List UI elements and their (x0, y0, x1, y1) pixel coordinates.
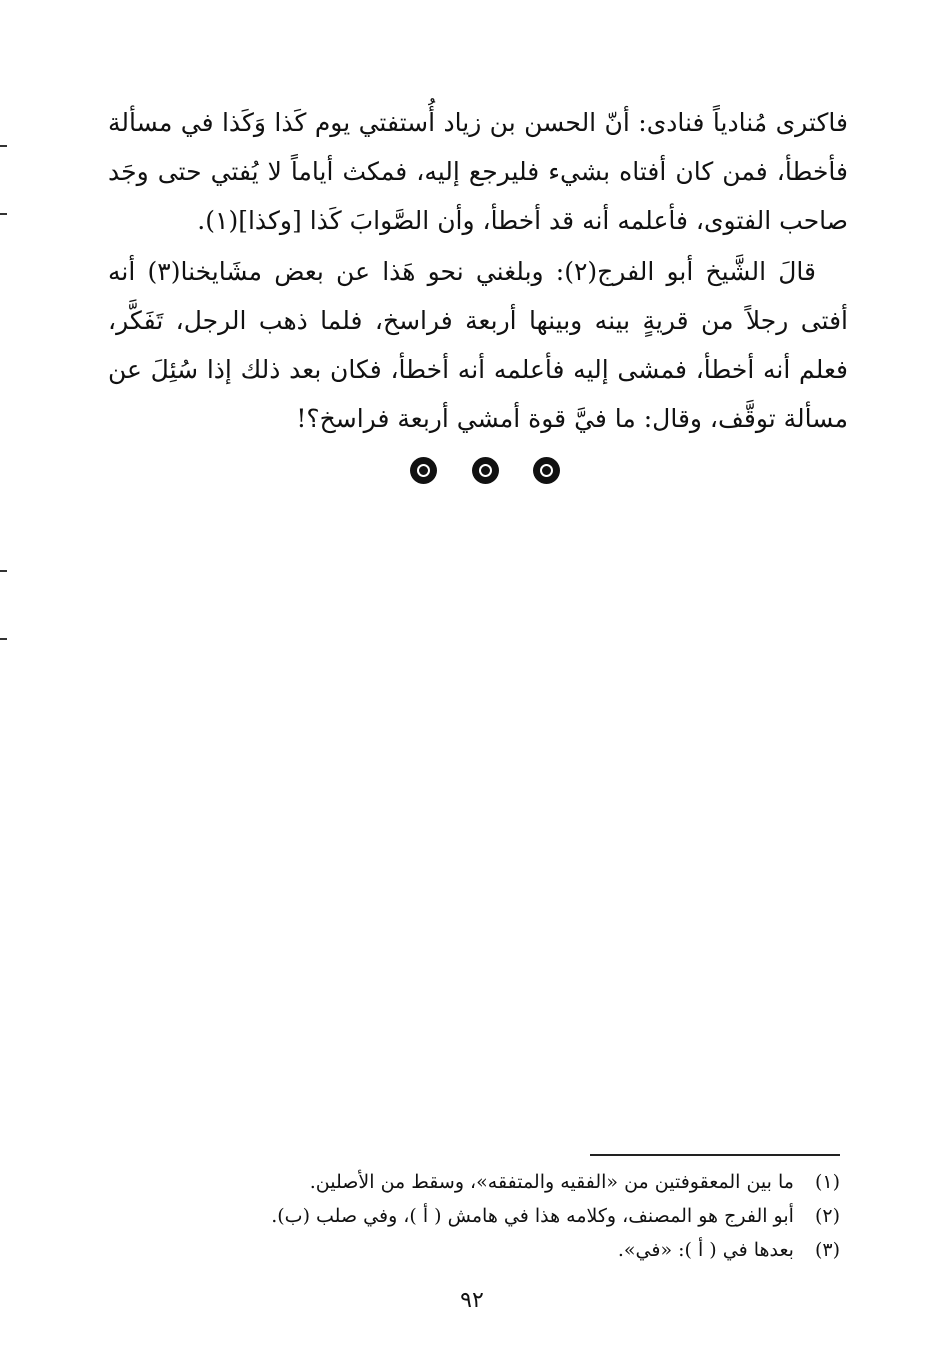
rosette-ornament-icon (472, 457, 499, 484)
margin-mark (0, 213, 7, 215)
footnotes (200, 1165, 840, 1267)
footnote-text: أبو الفرج هو المصنف، وكلامه هذا في هامش ( أ )، وفي صلب (ب). (271, 1205, 794, 1227)
footnote-text: ما بين المعقوفتين من «الفقيه والمتفقه»، وسقط من الأصلين. (309, 1171, 794, 1193)
paragraph: قالَ الشَّيخ أبو الفرج(٢): وبلغني نحو هَذا عن بعض مشَايخنا(٣) أنه أفتى رجلاً من قريةٍ بينه وبينها أربعة فراسخ، فلما ذهب الرجل، تَفَكَّر، فعلم أنه أخطأ، فمشى إليه فأعلمه أنه أخطأ، فكان بعد ذلك إذا سُئِلَ عن مسألة توقَّف، وقال: ما فيَّ قوة أمشي أربعة فراسخ؟! (108, 257, 848, 433)
section-divider (410, 457, 560, 487)
margin-mark (0, 570, 7, 572)
rosette-ornament-icon (533, 457, 560, 484)
footnote-number: (٢) (814, 1205, 840, 1227)
footnote (200, 1233, 840, 1267)
footnote (200, 1199, 840, 1233)
paragraph: فاكترى مُنادياً فنادى: أنّ الحسن بن زياد أُستفتي يوم كَذا وَكَذا في مسألة فأخطأ، فمن كان أفتاه بشيء فليرجع إليه، فمكث أياماً لا يُفتي حتى وجَد صاحب الفتوى، فأعلمه أنه قد أخطأ، وأن الصَّوابَ كَذا [وكذا](١). (108, 108, 848, 235)
margin-mark (0, 145, 7, 147)
footnote-number: (١) (814, 1171, 840, 1193)
main-text (108, 98, 848, 443)
rosette-ornament-icon (410, 457, 437, 484)
margin-mark (0, 638, 7, 640)
footnote-number: (٣) (814, 1239, 840, 1261)
footnote (200, 1165, 840, 1199)
page-number: ٩٢ (460, 1288, 484, 1313)
footnote-text: بعدها في ( أ ): «في». (617, 1239, 794, 1261)
footnote-separator (590, 1154, 840, 1156)
